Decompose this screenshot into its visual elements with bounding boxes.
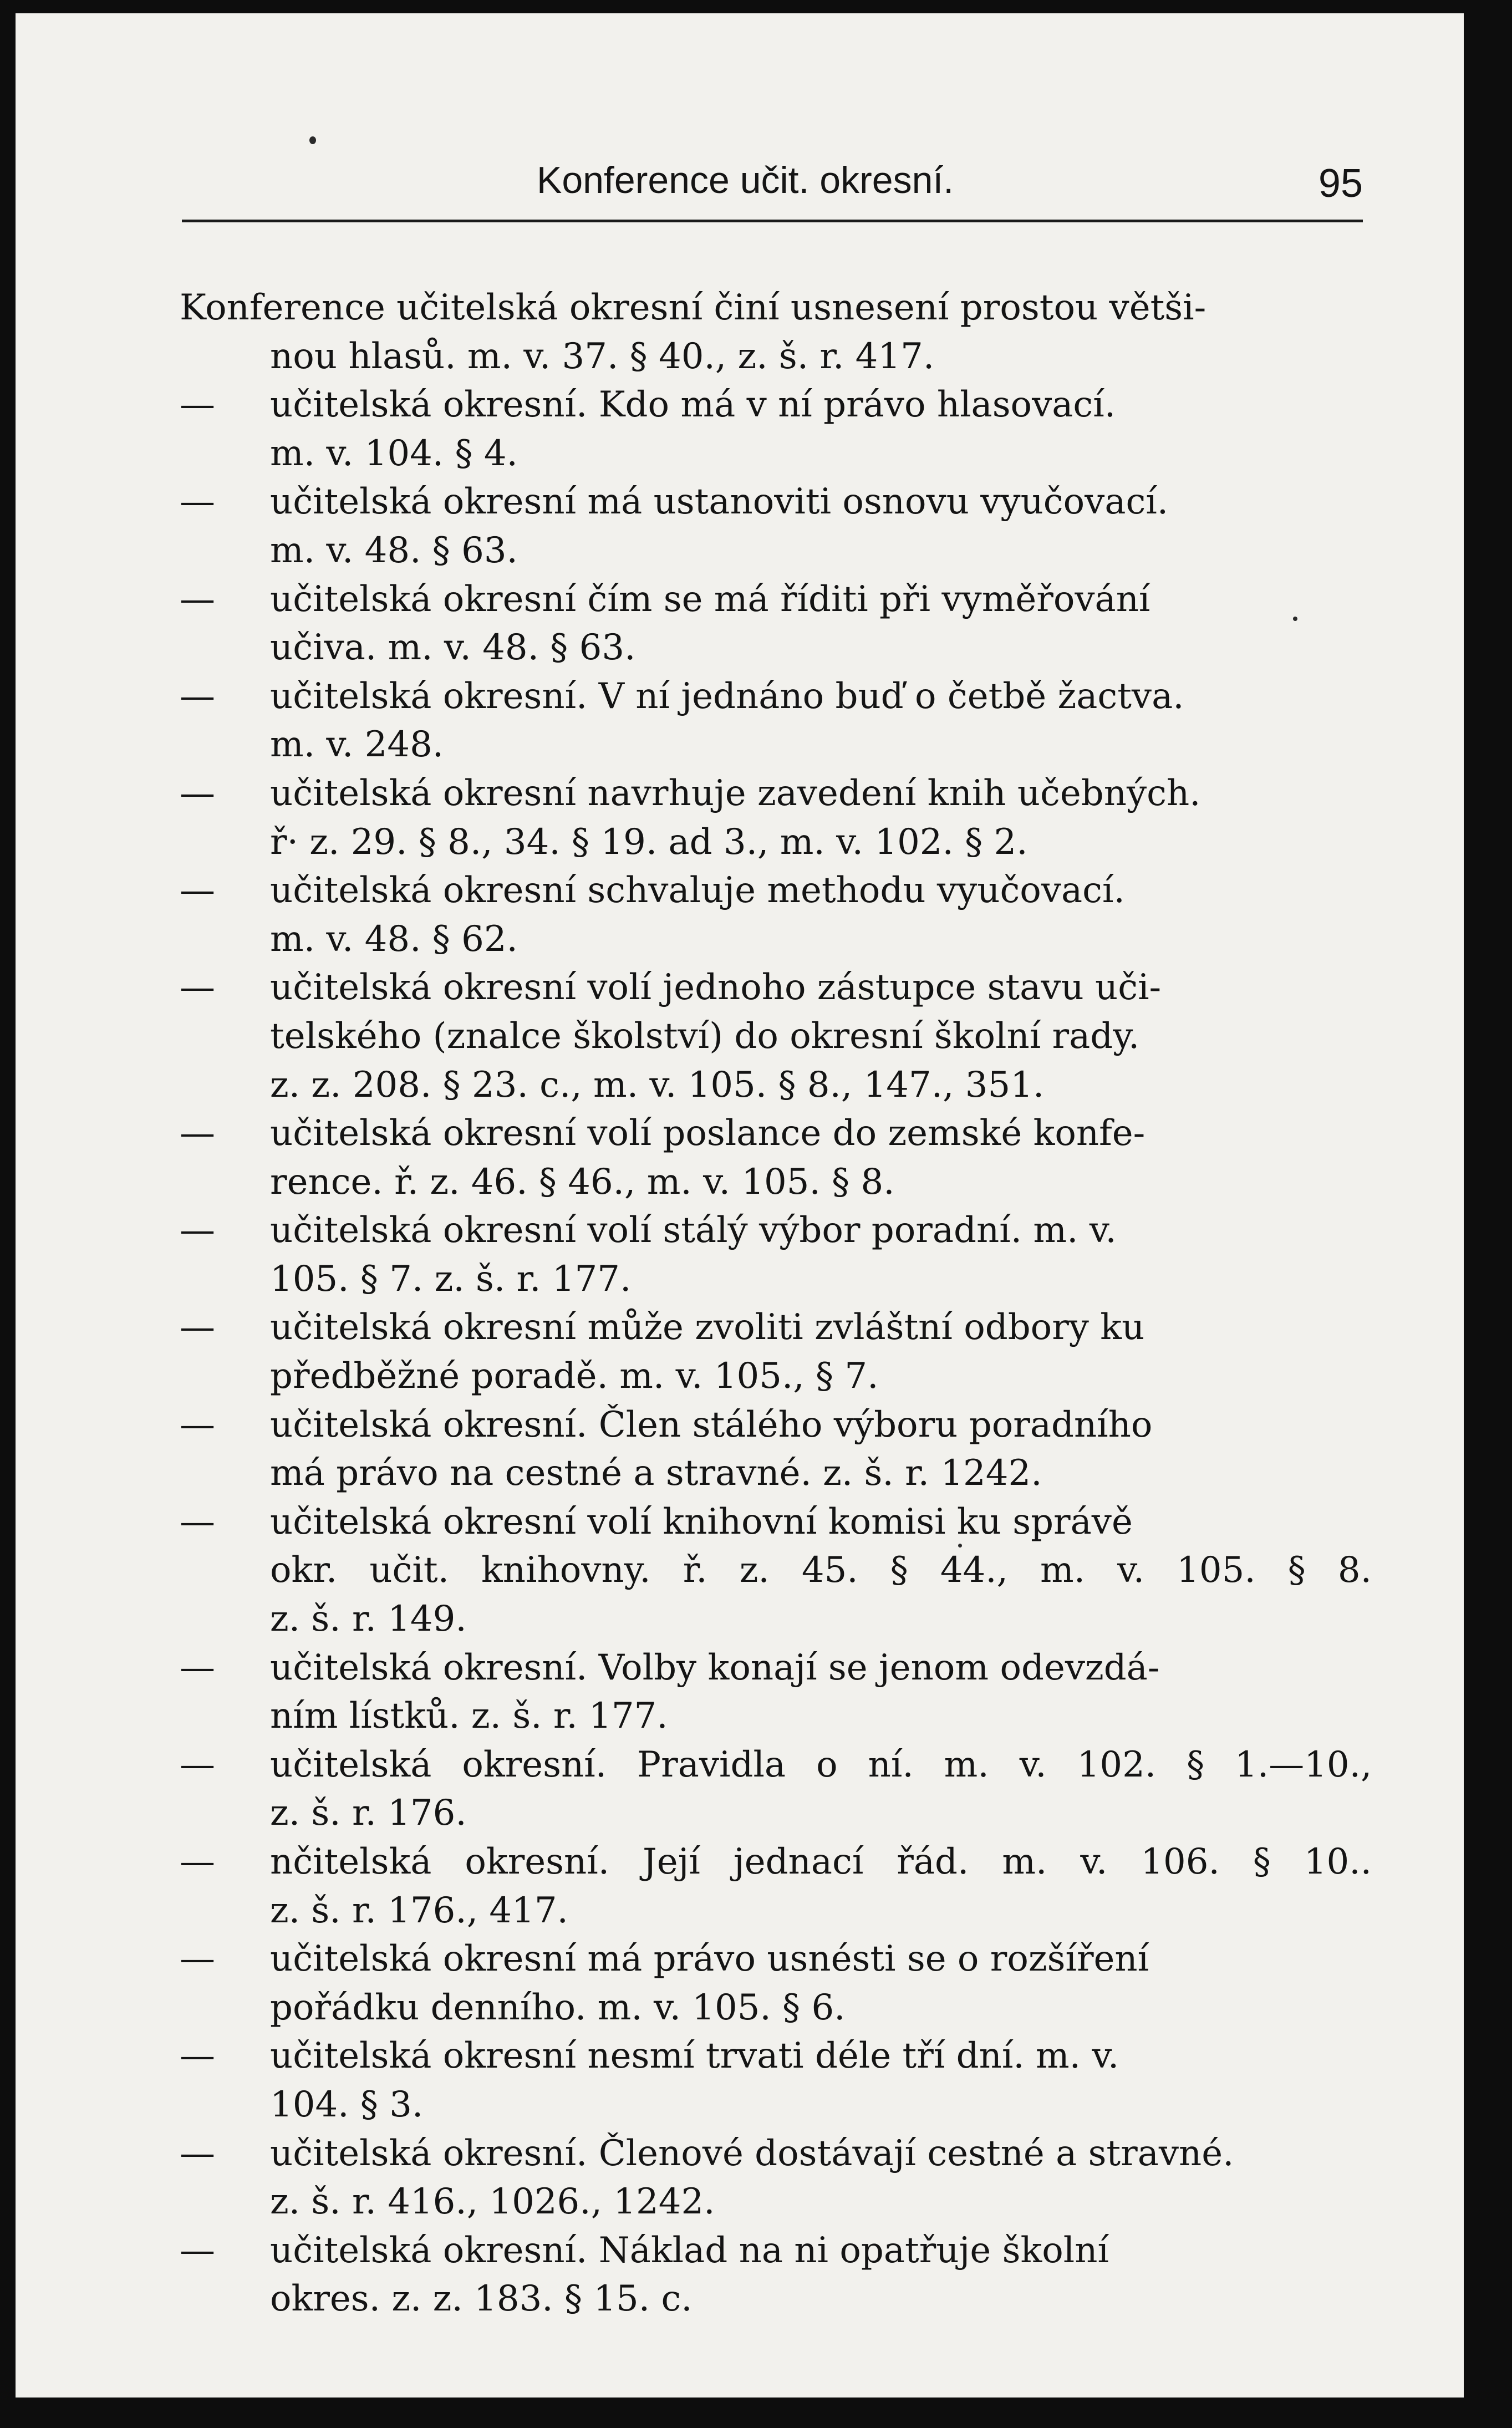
entry-dash: — [180,772,215,814]
entry-line: učiva. m. v. 48. § 63. [270,627,636,669]
entry-line: telského (znalce školství) do okresní školní rady. [270,1015,1140,1057]
index-entry [180,576,1372,673]
index-entry [180,1644,1372,1741]
entry-dash: — [180,1841,215,1882]
entry-dash: — [180,1744,215,1785]
index-entry [180,478,1372,575]
entry-dash: — [180,2132,215,2174]
index-entry [180,770,1372,867]
entry-line: učitelská okresní navrhuje zavedení knih učebných. [270,772,1201,814]
entry-line: učitelská okresní nesmí trvati déle tří dní. m. v. [270,2035,1119,2077]
entry-dash: — [180,967,215,1009]
entry-dash: — [180,481,215,523]
index-entry [180,673,1372,770]
index-entry [180,1741,1372,1838]
entry-line: učitelská okresní. Volby konají se jenom odevzdá- [270,1647,1160,1688]
entry-line: učitelská okresní. Členové dostávají cestné a stravné. [270,2132,1234,2174]
entry-line: učitelská okresní. Pravidla o ní. m. v. 102. § 1.—10., [270,1744,1372,1785]
entry-dash: — [180,1307,215,1348]
index-entry [180,1838,1372,1935]
index-entry [180,2130,1372,2227]
entry-line: z. š. r. 176., 417. [270,1890,568,1931]
entry-line: pořádku denního. m. v. 105. § 6. [270,1987,846,2028]
entry-dash: — [180,1113,215,1154]
entry-line: učitelská okresní volí jednoho zástupce stavu uči- [270,967,1162,1009]
index-entry [180,381,1372,478]
entry-line: m. v. 248. [270,724,444,766]
index-entries [180,284,1372,2324]
entry-dash: — [180,1210,215,1251]
entry-dash: — [180,384,215,426]
entry-line: učitelská okresní má právo usnésti se o rozšíření [270,1938,1149,1980]
entry-line: z. š. r. 416., 1026., 1242. [270,2181,715,2223]
entry-line: učitelská okresní má ustanoviti osnovu vyučovací. [270,481,1169,523]
entry-line: z. z. 208. § 23. c., m. v. 105. § 8., 147., 351. [270,1064,1045,1106]
index-entry [180,2032,1372,2129]
entry-line: rence. ř. z. 46. § 46., m. v. 105. § 8. [270,1161,895,1203]
entry-dash: — [180,1938,215,1980]
entry-line: Konference učitelská okresní činí usnesení prostou větši- [180,287,1206,328]
index-entry [180,964,1372,1109]
entry-line: učitelská okresní schvaluje methodu vyučovací. [270,870,1125,912]
entry-dash: — [180,2035,215,2077]
index-entry [180,1498,1372,1644]
entry-line: z. š. r. 149. [270,1599,467,1640]
entry-line: m. v. 48. § 62. [270,918,518,960]
entry-line: z. š. r. 176. [270,1793,467,1834]
entry-line: okr. učit. knihovny. ř. z. 45. § 44., m. v. 105. § 8. [270,1550,1372,1591]
entry-line: učitelská okresní může zvoliti zvláštní odbory ku [270,1307,1145,1348]
entry-line: má právo na cestné a stravné. z. š. r. 1242. [270,1453,1042,1494]
entry-dash: — [180,1404,215,1445]
entry-line: okres. z. z. 183. § 15. c. [270,2278,693,2320]
entry-line: učitelská okresní. Náklad na ni opatřuje školní [270,2230,1109,2271]
index-entry [180,867,1372,964]
entry-line: ním lístků. z. š. r. 177. [270,1696,668,1737]
running-title: Konference učit. okresní. [537,159,954,201]
entry-dash: — [180,578,215,620]
entry-dash: — [180,870,215,912]
index-entry [180,1935,1372,2032]
index-entry [180,284,1372,381]
header-rule [182,220,1363,222]
entry-line: 105. § 7. z. š. r. 177. [270,1258,632,1300]
entry-line: učitelská okresní volí poslance do zemské konfe- [270,1113,1146,1154]
entry-line: učitelská okresní. Člen stálého výboru poradního [270,1404,1153,1445]
entry-line: ř· z. 29. § 8., 34. § 19. ad 3., m. v. 102. § 2. [270,821,1028,863]
entry-dash: — [180,1647,215,1688]
entry-dash: — [180,675,215,717]
entry-line: učitelská okresní. Kdo má v ní právo hlasovací. [270,384,1116,426]
index-entry [180,1401,1372,1498]
book-page [16,13,1464,2398]
index-entry [180,1207,1372,1304]
entry-line: m. v. 48. § 63. [270,530,518,571]
entry-line: předběžné poradě. m. v. 105., § 7. [270,1356,879,1397]
entry-dash: — [180,2230,215,2271]
entry-line: učitelská okresní čím se má říditi při vyměřování [270,578,1150,620]
page-number: 95 [1318,161,1363,206]
entry-line: nčitelská okresní. Její jednací řád. m. v. 106. § 10.. [270,1841,1372,1882]
entry-line: m. v. 104. § 4. [270,432,518,474]
page-header [182,159,1363,225]
entry-line: učitelská okresní volí stálý výbor poradní. m. v. [270,1210,1117,1251]
entry-line: učitelská okresní. V ní jednáno buď o četbě žactva. [270,675,1184,717]
index-entry [180,1109,1372,1207]
entry-line: učitelská okresní volí knihovní komisi ku správě [270,1501,1133,1543]
index-entry [180,1304,1372,1401]
index-entry [180,2227,1372,2324]
entry-dash: — [180,1501,215,1543]
ink-speck [309,136,316,144]
entry-line: 104. § 3. [270,2084,424,2125]
entry-line: nou hlasů. m. v. 37. § 40., z. š. r. 417. [270,335,935,377]
